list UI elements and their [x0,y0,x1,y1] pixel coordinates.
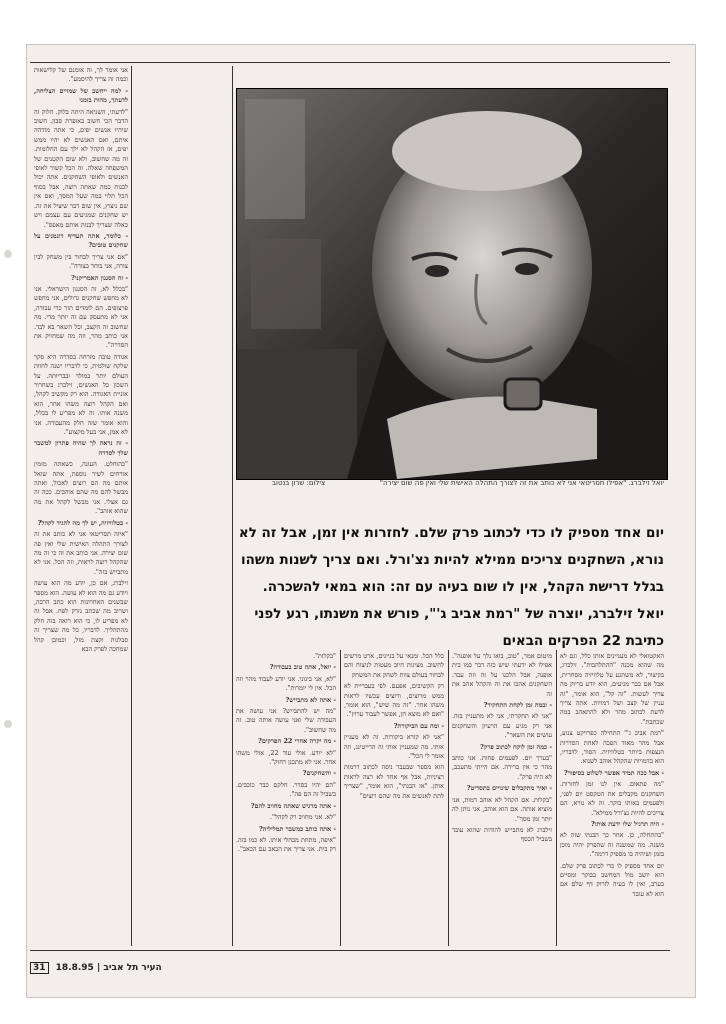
interview-question: - אבל ככה תמיד אפשר לשלוט בסיפור? [563,768,664,777]
article-paragraph: אגודה טובה מזרחה בסדרה היא סקר שלקח שולמית, כי לדבריו ישנה לחוות העולם יותר במולד ובבריותה. על השכון כל האנשים, זילברג בשחרור אוניית האגודה. הוא רק מקשיב לקהל, ואם הקהל רוצה משהו אחר, הוא משנה אותו. זה לא מפריע לו בכלל, והוא אומר שזה חלק מהעבודה. אני לא אמן, אני בעל מקצוע". [34,352,128,437]
article-paragraph: "לדעתי, השניאה היתה בלוק. הלוק זה הדבר הכי חשוב באופרת סבון. חשוב שיהיו אנשים יפים, כי אתה מזדהה איתם, ואם האנשים לא יהיו ממש יפים, אז הקהל לא ילך עם החלומות. זה מה שחשוב, ולא שום הקטנים של המשפחה שאלה. זה הכל קשור לאופי האנשים ולאופי השחקנים. אתה יכול לבנות כמה שאתה רוצה, אבל בסוף הכל תלוי במה שעל המסך, ואם אין שם ניצוץ, אין שום דבר שיציל את זה. יש שחקנים שמגיעים עם עצמם ויש כאלה שצריך לבנות אותם מאפס". [34,107,128,229]
interview-question: - היה תרגיל שלו ידעת אותו? [590,819,664,828]
article-paragraph: "אני לא תחקרתי, אני לא מתעניין בזה. אני רק מגיע עם הרעיון והשחקנים עושים את השאר". [452,712,552,740]
article-paragraph: "לא. אני מחויב רק לקהל". [269,813,336,822]
article-column-2 [560,652,664,946]
article-paragraph: "איפה, מתחת מבחלי איתו. לא כמו בזה. רק בית. אני צריך את הכאב עם הכאב". [236,835,336,854]
interview-question: - והשחקנים? [302,769,336,778]
interview-question: - למה ייחשב של שמויים הצליחה, לדעתך, מהות בזמני [34,86,128,105]
article-paragraph: "לא יודע. אולי עוד 22, אולי משהו אחר. אני לא מתכנן רחוק". [236,748,336,767]
article-paragraph: "אני לא קורא ביקורות. זה לא מעניין אותי. מה שמעניין אותי זה הרייטינג, וזה אומר לי הכל". [344,733,444,761]
interview-question: - מה יקרה אחרי 22 הפרקים? [258,737,336,746]
portrait-image [237,89,667,479]
top-rule [30,62,670,63]
article-column-5 [236,652,336,946]
column-divider [448,650,449,946]
article-paragraph: "בכלל לא, זה הסגנון הישראלי. אני לא מחפש שחקנים גדולים, אני מחפש פרצופים. הם לומדים תוך כדי עבודה, אני לא מתעסק עם זה יותר מדי. מה שחשוב זה הקצב, וכל השאר בא לבד. אני כותב מהר, וזה מה שמחזיק את הסדרה". [34,284,128,350]
article-paragraph: האקטואלי לא מעניינים אותו כלל, וגם לא מה שהוא מכנה "ההתלהבות". זילברג, בקיצור, לא משתגע על טלוויזיה מסחרית, אבל אם כבר מגיעים, הוא יודע בדיוק מה צריך לעשות. "זה קל", הוא אומר, "זה עניין של קצב ושל דמויות. אתה צריך לדעת לכתוב מהר ולא להתאהב במה שכתבת". [560,652,664,726]
article-paragraph: "בהתחלה, כן. אחר כך הבנתי שזה לא משנה. מה שמשנה זה שהפרק יהיה מוכן בזמן ושיהיה בו מספיק דרמה". [560,831,664,859]
page-footer [30,962,162,974]
article-paragraph: "בקלות. אם הקהל לא אוהב דמות, אני מוציא אותה. אם הוא אוהב, אני נותן לה יותר זמן מסך". [452,795,552,823]
column-divider [556,650,557,946]
article-paragraph: "הם יהיו בסדר. חלקם כבר כוכבים. בשביל זה הם פה". [236,780,336,799]
interview-question: - בטלוויזיה, יש לך מה להגיד לקהל? [37,518,128,527]
photo-caption: יואל זילברג. "אפילו תסריטאי אני לא כותב את זה לצורך התהלה האישית שלי ואין פה שום יצירה" [379,479,664,487]
column-divider [131,66,132,946]
interview-question: - כמה זמן לוקח לכתוב פרק? [480,742,552,751]
scan-punch-hole [4,250,12,258]
interview-question: - אתה כותב כמשבר תמליליה? [258,824,336,833]
column-divider [232,66,233,946]
article-column-4 [344,652,444,946]
article-paragraph: "מה פתאום. אין לנו זמן לחזרות. השחקנים מקבלים את הטקסט יום לפני, ולפעמים באותו בוקר. זה לא נורא, הם צריכים להיות נצ'ורל ממילא". [560,780,664,817]
article-paragraph: "איזה תסריטאי אני לא כותב את זה לצורך התהלה האישית שלי ואין פה שום יצירה. אני כותב את זה כי זה מה שהקהל רוצה לראות, וזה הכל. אני לא מתבייש בזה". [34,530,128,576]
article-lead: יום אחד מספיק לו כדי לכתוב פרק שלם. לחזרות אין זמן, אבל זה לא נורא, השחקנים צריכים ממילא להיות נצ'ורל. ואם צריך לשנות משהו בגלל דרישת הקהל, אין לו שום בעיה עם זה: הוא במאי להשכרה. יואל זילברג, יוצרה של "רמת אביב ג'", פורש את משנתו, רגע לפני כתיבת 22 הפרקים הבאים [238,525,664,649]
interview-question: - אתה מרגיש שאתה מחויב להם? [250,801,336,810]
interview-question: - יואל, אתה טוב בעבודה? [269,663,336,672]
interview-question: - זה הסגנון האמריקני? [71,273,128,282]
article-paragraph: כלל הכל. זמנאי על בניינים, ארט מרשים לחשוב. מציגות חיוב מעטות לניצוח והם לבחור בעולם צוות לשחק את המשחק [344,652,444,679]
article-paragraph: מיטום אמר, "טוב, בואו נלך על אופנה". אפילו לא ידעתי שיש כזה דבר כמו בית אופנה, אבל הלכנו על זה וזה עבד. השחקנים אהבו את זה והקהל אהב את זה [452,652,552,698]
article-paragraph: זילברג לא מתבייש להודות שהוא עובד בשביל הכסף [452,825,552,844]
article-paragraph: "לא, אני בינוני. אני יודע לעבוד מהר וזה הכל. אין לי יומרות". [236,674,336,693]
article-paragraph: "רמת אביב ג'" התחילה כפרויקט צנוע, אבל מהר מאוד הפכה לאחת הסדרות הנצפות ביותר בטלוויזיה. הסוד, לדבריו, הוא בדמויות שהקהל אוהב לשנוא. [560,729,664,766]
article-paragraph: "אם אני צריך לבחור בין משחק לבין צורה, אני בוחר בצורה". [34,252,128,271]
interview-question: - זה נראה לך שהיה פתרון למשבר שלך לסדרה [34,439,128,457]
interview-question: - ומה עם הביקורת? [393,721,444,730]
article-paragraph: "בערך יום. לפעמים פחות. אני כותב מהר כי אין ברירה. אם הייתי מתעכב, לא היה פרק". [452,754,552,781]
photo-credit: צילום: שרון בנטוב [272,479,326,487]
page-number: 31 [30,962,49,974]
article-paragraph: רק הקשיבים, אפעם. לפי בעבריית לא ממש מרוצים, ורוצים עכשיו לראות משהו אחר. "זה מה שיש", הוא אומר, "ואם לא מוצא חן, אפשר לעבור ערוץ". [344,682,444,719]
article-paragraph: "מה יש להתבייש? אני עושה את העבודה שלי ואני עושה אותה טוב. זה מה שחשוב". [236,707,336,734]
article-paragraph: יום אחד מספיק לו כדי לכתוב פרק שלם. הוא יושב מול המחשב בבוקר ומסיים בערב, ואין לו בעיה לזרוק דף שלם אם הוא לא עובד [560,861,664,898]
article-paragraph: זילברג, אם כן, יודע מה הוא עושה ויודע גם מה הוא לא עושה. הוא מספר שבשנים האחרונות הוא כתב הרבה, ושרוב מה שכתב נזרק לפח. אבל זה לא מפריע לו, כי הוא רואה בזה חלק מהתהליך. לדבריו, כל מה שצריך זה סבלנות וקצת מזל, וכמובן קהל שמחכה לפרק הבא [34,579,128,653]
column-divider [340,650,341,946]
footer-dateline: 18.8.95 | העיר תל אביב [55,963,162,973]
portrait-photo [236,88,668,480]
article-column-1 [34,66,128,946]
interview-question: - ואיך מתקבלים שינויים בתסריט? [466,784,552,793]
interview-question: - ובמה זמן לקחת התחקיר? [483,701,552,710]
article-column-3 [452,652,552,946]
article-paragraph: אני אומר לך, זה אומנם של קלישאות וכמה זה צריך להיסמע". [34,66,128,84]
article-paragraph: "כהוחלט. העונה, כשאתה מזמין אורחים לשיר נוספת, אתה שואל אותם מה הם רוצים לאכול, ואתה מבשל להם מה שהם אוהבים. ככה זה גם אצלי. אני מבשל לקהל את מה שהוא אוהב". [34,460,128,516]
article-paragraph: "בקלות". [313,652,336,660]
article-paragraph: הוא מספר שבעבר ניסה לכתוב דרמות רציניות, אבל אף אחד לא רצה לראות אותן. "אז הבנתי", הוא אומר, "שצריך לתת לאנשים את מה שהם רוצים" [344,763,444,800]
interview-question: - אתה לא מתבייש? [285,695,336,704]
scan-punch-hole [4,720,12,728]
bottom-rule [30,950,670,951]
interview-question: - כלומר, אתה תעדיף דוגמנים על שחקנים טובים? [34,231,128,250]
